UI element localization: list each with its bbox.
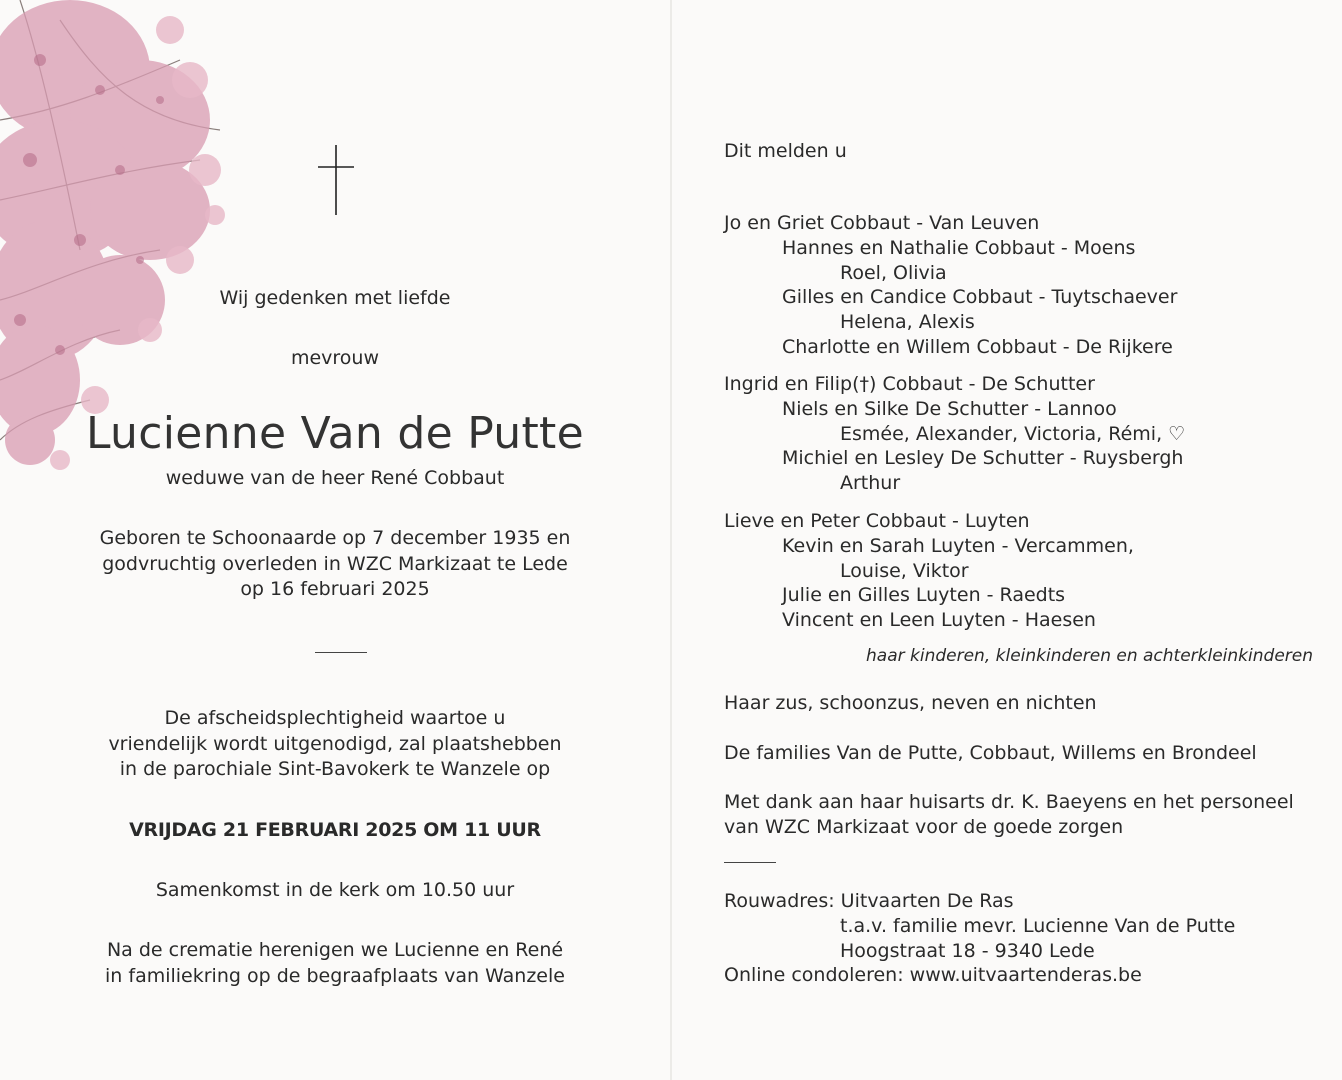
ceremony-text: De afscheidsplechtigheid waartoe u vriendelijk wordt uitgenodigd, zal plaatshebben in de parochiale Sint-Bavokerk te Wanzele op — [108, 707, 562, 780]
list-item: Michiel en Lesley De Schutter - Ruysbergh — [782, 447, 1184, 470]
family-group-3 — [724, 509, 1134, 633]
cross-icon — [312, 145, 360, 215]
intro-text: Wij gedenken met liefde — [219, 287, 451, 309]
list-item: Roel, Olivia — [840, 261, 947, 284]
announce-text: Dit melden u — [724, 140, 847, 162]
list-item: Gilles en Candice Cobbaut - Tuytschaever — [782, 286, 1178, 309]
list-item: Esmée, Alexander, Victoria, Rémi, ♡ — [840, 422, 1186, 445]
families-text: De families Van de Putte, Cobbaut, Willems en Brondeel — [724, 742, 1257, 764]
family-caption: haar kinderen, kleinkinderen en achterkleinkinderen — [866, 646, 1313, 666]
address-label: Rouwadres: Uitvaarten De Ras — [724, 890, 1014, 912]
list-item: Arthur — [840, 472, 901, 495]
list-item: Louise, Viktor — [840, 559, 969, 582]
divider — [315, 652, 367, 653]
right-page — [672, 0, 1342, 1080]
thanks-text: Met dank aan haar huisarts dr. K. Baeyens en het personeel van WZC Markizaat voor de goede zorgen — [724, 791, 1294, 838]
cremation-text: Na de crematie herenigen we Lucienne en René in familiekring op de begraafplaats van Wanzele — [105, 939, 565, 987]
list-item: Lieve en Peter Cobbaut - Luyten — [724, 510, 1030, 532]
list-item: Niels en Silke De Schutter - Lannoo — [782, 397, 1117, 420]
ceremony-date: VRIJDAG 21 FEBRUARI 2025 OM 11 UUR — [129, 819, 541, 841]
list-item: Charlotte en Willem Cobbaut - De Rijkere — [782, 335, 1173, 358]
deceased-name: Lucienne Van de Putte — [86, 408, 584, 459]
address-line: Hoogstraat 18 - 9340 Lede — [840, 939, 1095, 962]
cherry-blossom-illustration — [0, 0, 240, 475]
family-group-1 — [724, 211, 1177, 360]
gathering-text: Samenkomst in de kerk om 10.50 uur — [155, 879, 515, 901]
address-block — [724, 889, 1235, 988]
family-group-2 — [724, 372, 1185, 496]
list-item: Vincent en Leen Luyten - Haesen — [782, 609, 1096, 632]
widow-of-text: weduwe van de heer René Cobbaut — [165, 467, 505, 489]
list-item: Julie en Gilles Luyten - Raedts — [782, 584, 1066, 607]
list-item: Helena, Alexis — [840, 311, 975, 334]
divider — [724, 862, 776, 863]
title-text: mevrouw — [290, 347, 380, 369]
list-item: Hannes en Nathalie Cobbaut - Moens — [782, 236, 1136, 259]
siblings-text: Haar zus, schoonzus, neven en nichten — [724, 692, 1097, 714]
online-condolence: Online condoleren: www.uitvaartenderas.be — [724, 964, 1142, 987]
list-item: Jo en Griet Cobbaut - Van Leuven — [724, 212, 1040, 234]
list-item: Kevin en Sarah Luyten - Vercammen, — [782, 534, 1134, 557]
address-line: t.a.v. familie mevr. Lucienne Van de Putte — [840, 914, 1236, 937]
birth-death-text: Geboren te Schoonaarde op 7 december 1935 en godvruchtig overleden in WZC Markizaat te Lede op 16 februari 2025 — [99, 527, 571, 600]
list-item: Ingrid en Filip(†) Cobbaut - De Schutter — [724, 373, 1095, 395]
left-page — [0, 0, 670, 1080]
